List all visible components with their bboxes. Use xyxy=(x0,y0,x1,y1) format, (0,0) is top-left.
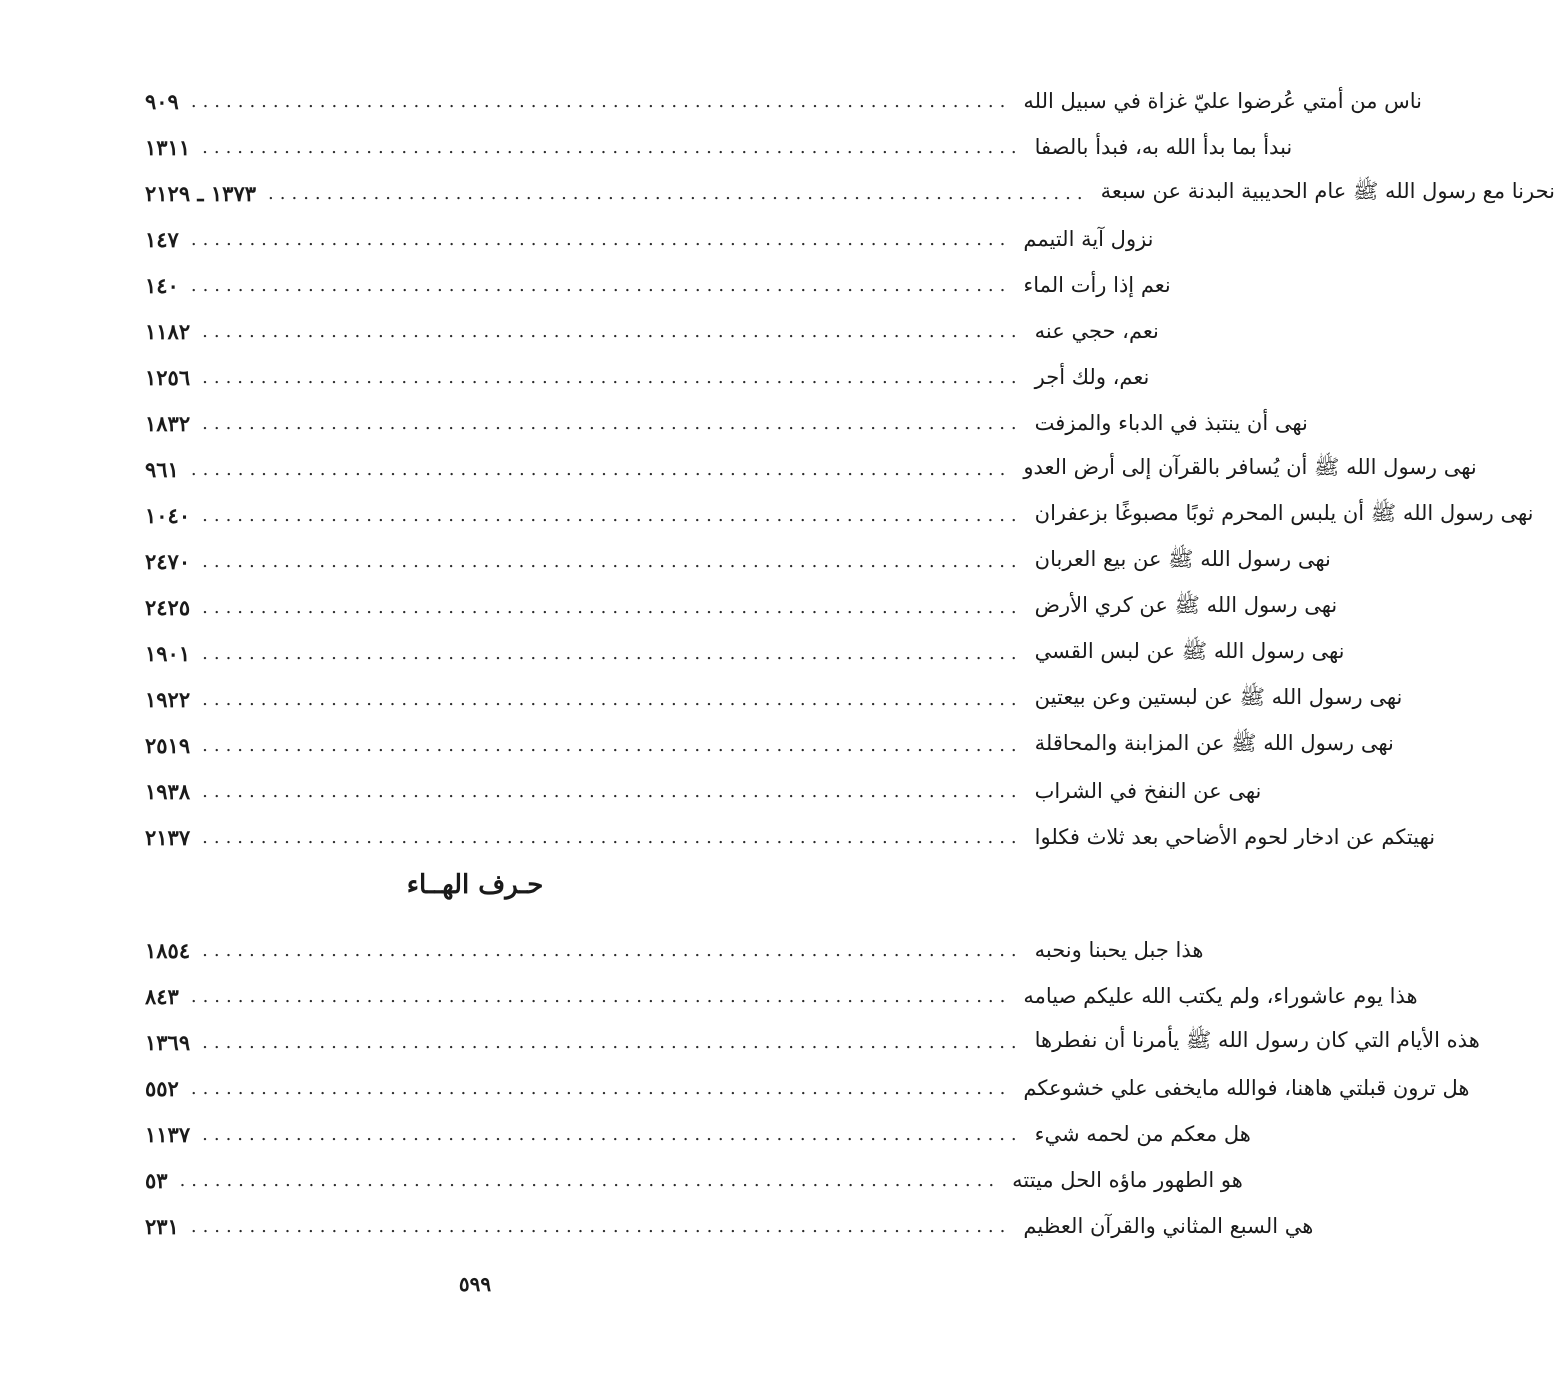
entry-page-ref: ١٢٥٦ xyxy=(145,364,191,390)
dot-leader: ...................................................................... xyxy=(202,504,1023,526)
entry-page-ref: ١١٨٢ xyxy=(145,318,191,344)
dot-leader: ...................................................................... xyxy=(202,136,1023,158)
dot-leader: ...................................................................... xyxy=(202,596,1023,618)
entry-page-ref: ١٠٤٠ xyxy=(145,502,191,528)
index-entry xyxy=(145,676,1403,722)
dot-leader: ...................................................................... xyxy=(202,642,1023,664)
index-entry xyxy=(145,1203,1314,1249)
index-entry xyxy=(145,1019,1480,1065)
entry-text: نهى رسول الله ﷺ عن كري الأرض xyxy=(1034,592,1338,617)
entry-page-ref: ١٩٠١ xyxy=(145,640,191,666)
entry-page-ref: ١١٣٧ xyxy=(145,1121,191,1147)
dot-leader: ...................................................................... xyxy=(202,412,1023,434)
entry-page-ref: ٥٥٢ xyxy=(145,1075,179,1101)
entry-page-ref: ٢١٣٧ xyxy=(145,824,191,850)
dot-leader: ...................................................................... xyxy=(202,1123,1023,1145)
entry-page-ref: ١٨٣٢ xyxy=(145,410,191,436)
entry-page-ref: ١٣١١ xyxy=(145,134,191,160)
index-entry xyxy=(145,630,1345,676)
index-entry xyxy=(145,216,1154,262)
entry-text: هي السبع المثاني والقرآن العظيم xyxy=(1023,1214,1314,1238)
index-entry xyxy=(145,446,1477,492)
entry-text: نهى أن ينتبذ في الدباء والمزفت xyxy=(1034,411,1308,435)
index-entry xyxy=(145,722,1394,768)
dot-leader: ...................................................................... xyxy=(202,550,1023,572)
entry-text: نحرنا مع رسول الله ﷺ عام الحديبية البدنة عن سبعة xyxy=(1100,178,1555,203)
entry-page-ref: ٩٠٩ xyxy=(145,88,179,114)
entry-page-ref: ١٣٦٩ xyxy=(145,1029,191,1055)
index-list-noon xyxy=(145,78,1555,860)
entry-text: نعم، حجي عنه xyxy=(1034,319,1159,343)
dot-leader: ...................................................................... xyxy=(179,1169,1001,1191)
entry-page-ref: ١٣٧٣ ـ ٢١٢٩ xyxy=(145,180,257,206)
index-entry xyxy=(145,927,1204,973)
entry-page-ref: ١٩٢٢ xyxy=(145,686,191,712)
dot-leader: ...................................................................... xyxy=(190,985,1012,1007)
entry-page-ref: ٢٤٢٥ xyxy=(145,594,191,620)
index-entry xyxy=(145,124,1293,170)
entry-page-ref: ٢٥١٩ xyxy=(145,732,191,758)
index-entry xyxy=(145,1157,1243,1203)
entry-page-ref: ٥٣ xyxy=(145,1167,168,1193)
entry-page-ref: ٢٤٧٠ xyxy=(145,548,191,574)
page-number: ٥٩٩ xyxy=(458,1272,492,1296)
entry-text: هو الطهور ماؤه الحل ميتته xyxy=(1012,1168,1243,1192)
index-entry xyxy=(145,768,1262,814)
entry-text: نهى عن النفخ في الشراب xyxy=(1034,779,1262,803)
entry-text: هل ترون قبلتي هاهنا، فوالله مايخفى علي خشوعكم xyxy=(1023,1076,1470,1100)
entry-text: هل معكم من لحمه شيء xyxy=(1034,1122,1251,1146)
index-entry xyxy=(145,973,1418,1019)
index-entry xyxy=(145,538,1331,584)
dot-leader: ...................................................................... xyxy=(202,1031,1023,1053)
entry-text: نعم، ولك أجر xyxy=(1034,365,1150,389)
index-entry xyxy=(145,400,1308,446)
dot-leader: ...................................................................... xyxy=(202,734,1023,756)
dot-leader: ...................................................................... xyxy=(202,780,1023,802)
entry-text: نهى رسول الله ﷺ أن يُسافر بالقرآن إلى أرض العدو xyxy=(1023,454,1477,479)
dot-leader: ...................................................................... xyxy=(268,182,1089,204)
index-entry xyxy=(145,308,1159,354)
index-entry xyxy=(145,78,1422,124)
index-entry xyxy=(145,492,1534,538)
entry-text: نهيتكم عن ادخار لحوم الأضاحي بعد ثلاث فكلوا xyxy=(1034,825,1436,849)
entry-text: هذا يوم عاشوراء، ولم يكتب الله عليكم صيامه xyxy=(1023,984,1418,1008)
entry-text: نعم إذا رأت الماء xyxy=(1023,273,1171,297)
entry-text: هذا جبل يحبنا ونحبه xyxy=(1034,938,1204,962)
index-entry xyxy=(145,814,1436,860)
dot-leader: ...................................................................... xyxy=(190,1077,1012,1099)
index-entry xyxy=(145,1111,1251,1157)
entry-text: نبدأ بما بدأ الله به، فبدأ بالصفا xyxy=(1034,135,1293,159)
index-entry xyxy=(145,1065,1470,1111)
dot-leader: ...................................................................... xyxy=(190,458,1012,480)
entry-text: ناس من أمتي عُرضوا عليّ غزاة في سبيل الله xyxy=(1023,89,1422,113)
index-list-haa xyxy=(145,927,1480,1249)
entry-text: نهى رسول الله ﷺ أن يلبس المحرم ثوبًا مصبوغًا بزعفران xyxy=(1034,500,1534,525)
entry-text: نزول آية التيمم xyxy=(1023,227,1154,251)
entry-text: نهى رسول الله ﷺ عن المزابنة والمحاقلة xyxy=(1034,730,1394,755)
entry-text: هذه الأيام التي كان رسول الله ﷺ يأمرنا أن نفطرها xyxy=(1034,1027,1480,1052)
entry-page-ref: ٩٦١ xyxy=(145,456,179,482)
dot-leader: ...................................................................... xyxy=(202,939,1023,961)
dot-leader: ...................................................................... xyxy=(202,688,1023,710)
entry-text: نهى رسول الله ﷺ عن بيع العربان xyxy=(1034,546,1331,571)
entry-page-ref: ١٩٣٨ xyxy=(145,778,191,804)
entry-page-ref: ١٤٠ xyxy=(145,272,179,298)
entry-page-ref: ٢٣١ xyxy=(145,1213,179,1239)
dot-leader: ...................................................................... xyxy=(202,320,1023,342)
index-entry xyxy=(145,354,1150,400)
entry-text: نهى رسول الله ﷺ عن لبس القسي xyxy=(1034,638,1345,663)
dot-leader: ...................................................................... xyxy=(190,274,1012,296)
dot-leader: ...................................................................... xyxy=(202,826,1023,848)
dot-leader: ...................................................................... xyxy=(202,366,1023,388)
index-entry xyxy=(145,584,1338,630)
index-entry xyxy=(145,170,1555,216)
entry-page-ref: ١٨٥٤ xyxy=(145,937,191,963)
dot-leader: ...................................................................... xyxy=(190,1215,1012,1237)
index-entry xyxy=(145,262,1171,308)
entry-text: نهى رسول الله ﷺ عن لبستين وعن بيعتين xyxy=(1034,684,1403,709)
dot-leader: ...................................................................... xyxy=(190,90,1012,112)
dot-leader: ...................................................................... xyxy=(190,228,1012,250)
entry-page-ref: ١٤٧ xyxy=(145,226,179,252)
entry-page-ref: ٨٤٣ xyxy=(145,983,179,1009)
section-heading: حـرف الهــاء xyxy=(406,870,544,900)
